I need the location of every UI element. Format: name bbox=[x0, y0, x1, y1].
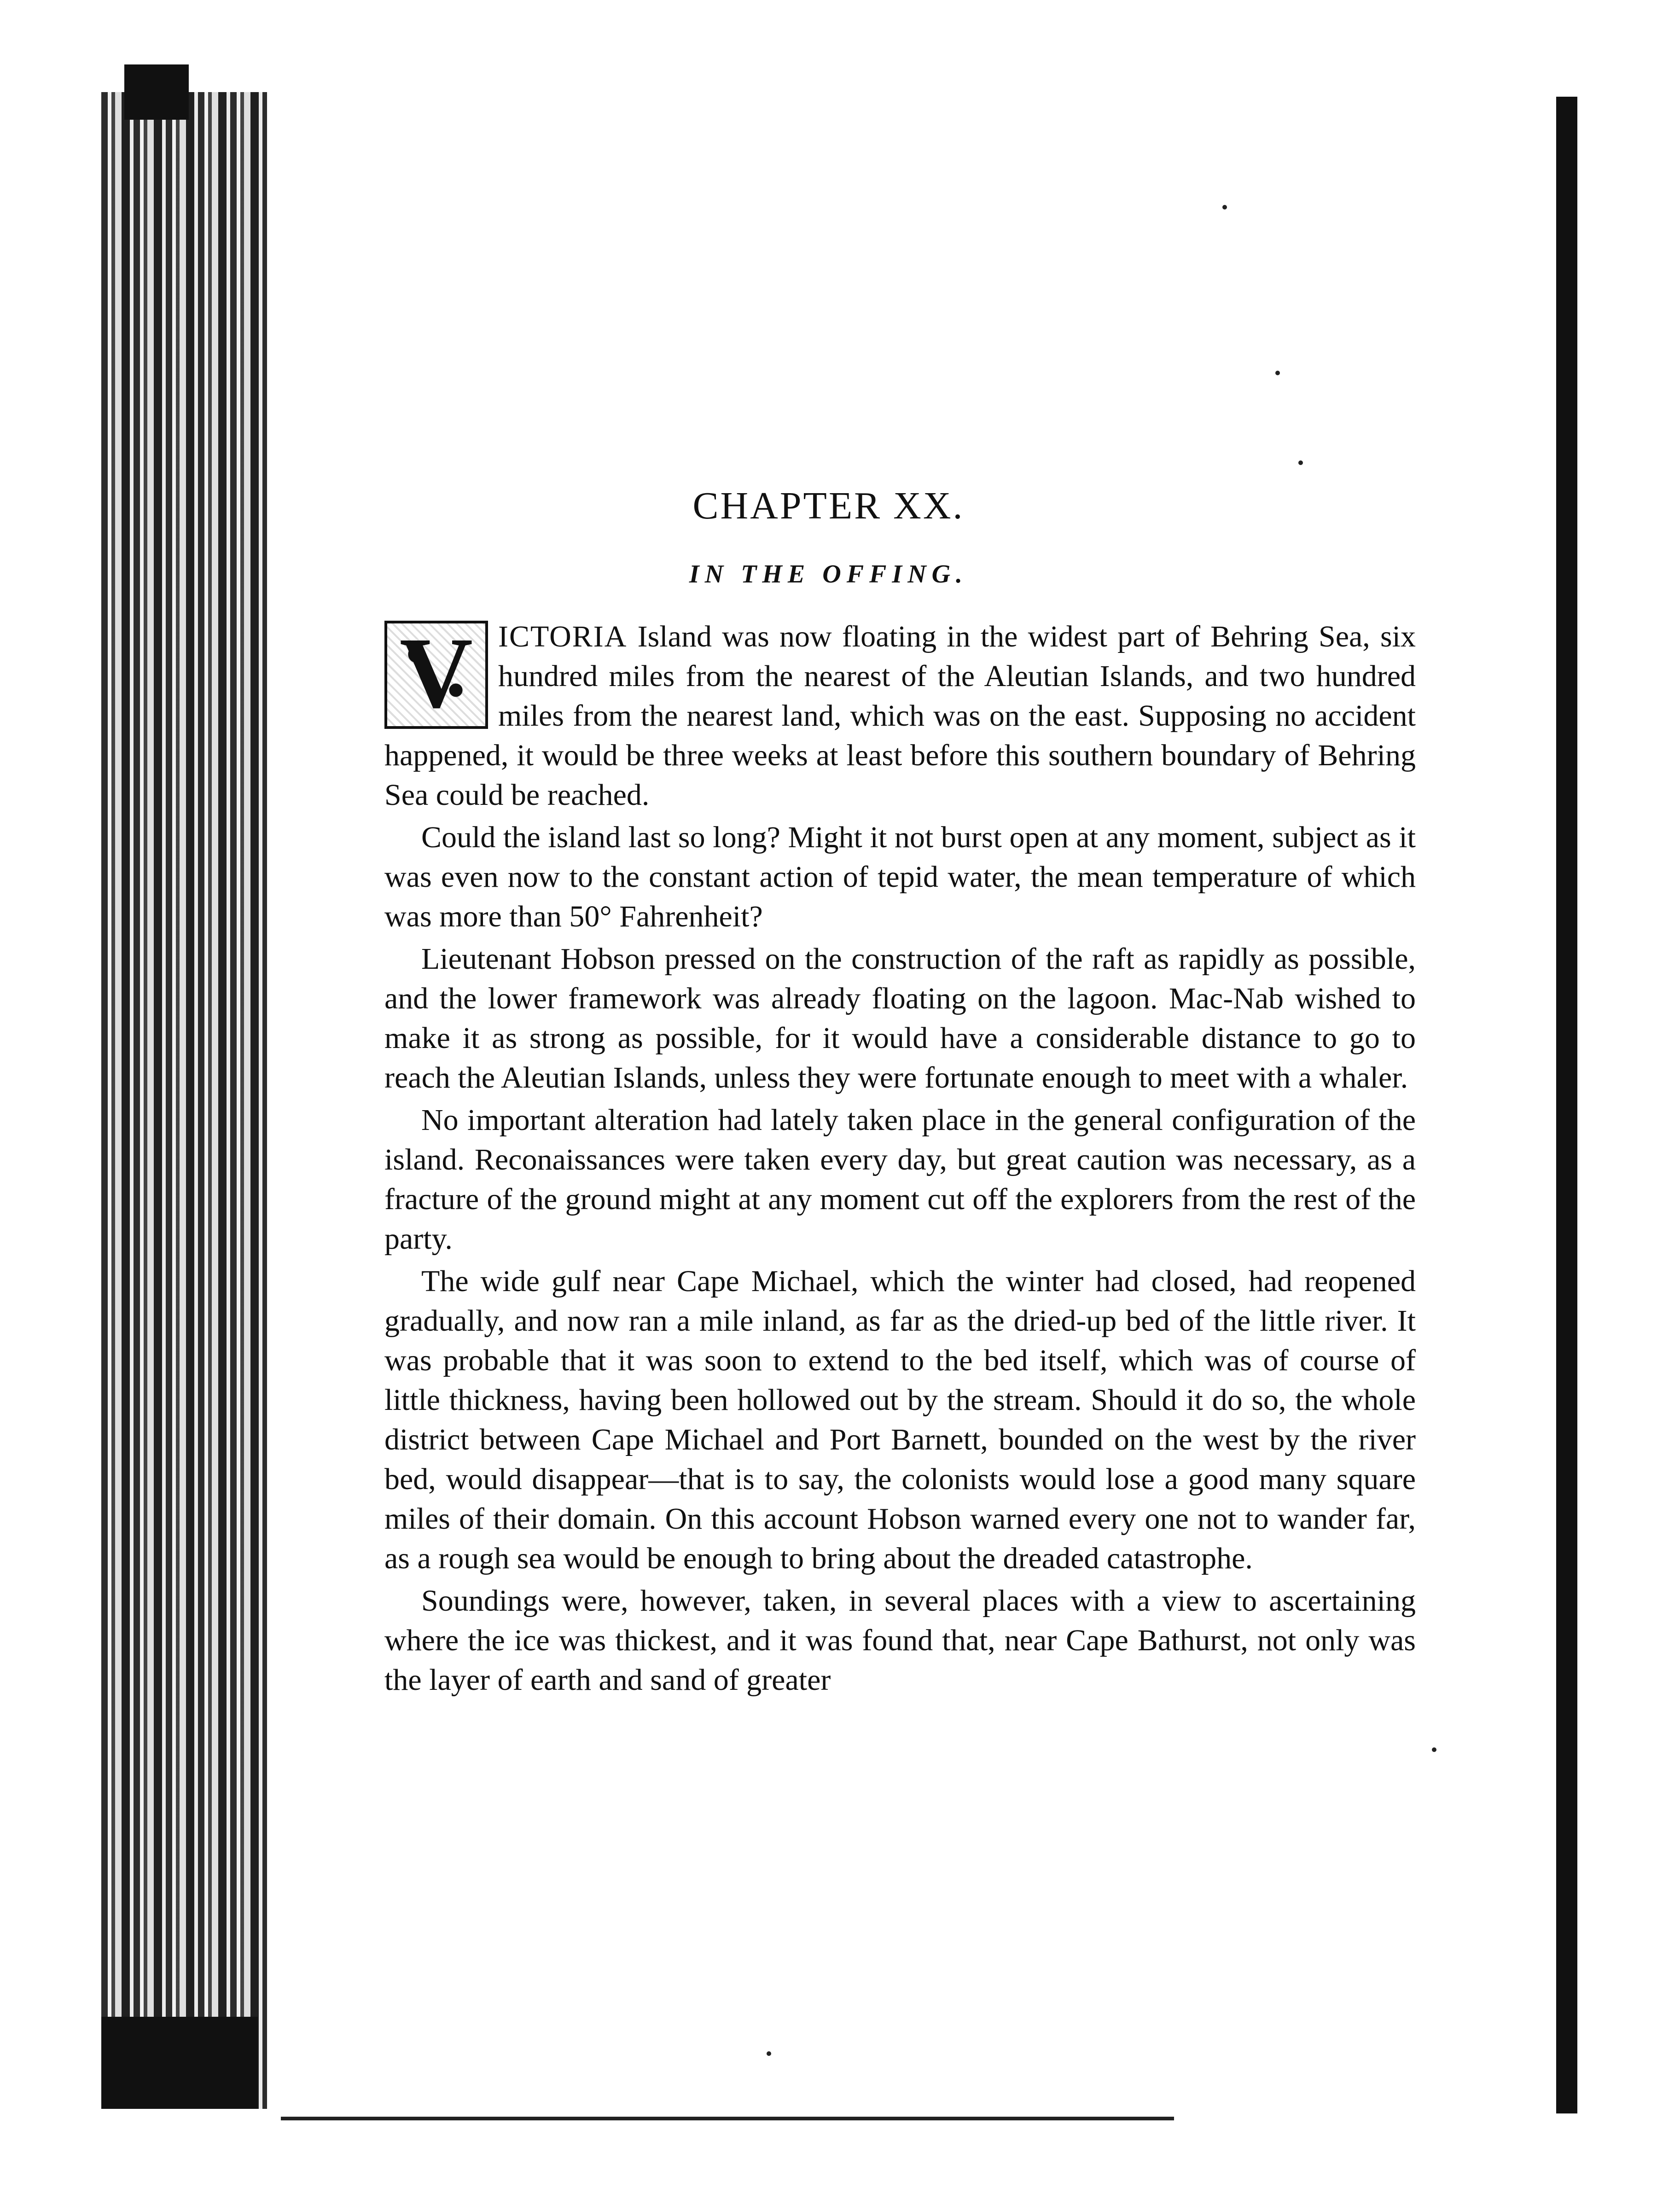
bottom-rule bbox=[281, 2117, 1174, 2120]
print-speck bbox=[1275, 371, 1280, 375]
print-speck bbox=[1222, 205, 1227, 210]
chapter-subtitle: IN THE OFFING. bbox=[689, 560, 968, 588]
paragraph: Could the island last so long? Might it not burst open at any moment, subject as it was even now to the constant action of tepid water, the mean temperature of which was more than 50° Fahrenheit? bbox=[384, 821, 1416, 933]
paragraph: The wide gulf near Cape Michael, which the winter had closed, had reopened gradually, and now ran a mile inland, as far as the dried-up bed of the little river. It was probable that it was soon to extend to the bed itself, which was of course of little thickness, having been hollowed out by the stream. Should it do so, the whole district between Cape Michael and Port Barnett, bounded on the west by the river bed, would disappear—that is to say, the colonists would lose a good many square miles of their domain. On this account Hobson warned every one not to wander far, as a rough sea would be enough to bring about the dreaded catastrophe. bbox=[384, 1264, 1416, 1575]
print-speck bbox=[767, 2051, 771, 2056]
drop-cap-letter: V bbox=[400, 617, 473, 729]
right-edge-bar bbox=[1556, 97, 1577, 2113]
print-speck bbox=[1298, 460, 1303, 465]
paragraph: Soundings were, however, taken, in several places with a view to ascertaining where the ice was thickest, and it was found that, near Cape Bathurst, not only was the layer of earth and sand of greater bbox=[384, 1584, 1416, 1697]
drop-cap-ornament bbox=[384, 617, 488, 729]
chapter-title: CHAPTER XX. bbox=[692, 484, 965, 527]
paragraph: No important alteration had lately taken place in the general configuration of the island. Reconaissances were taken every day, but great caution was necessary, as a fracture of the ground might at any moment cut off the explorers from the rest of the party. bbox=[384, 1103, 1416, 1256]
chapter-body bbox=[384, 617, 1416, 1703]
paragraph-lead: ICTORIA bbox=[498, 620, 628, 653]
paragraph bbox=[384, 617, 1416, 815]
paragraph: Lieutenant Hobson pressed on the construction of the raft as rapidly as possible, and the lower framework was already floating on the lagoon. Mac-Nab wished to make it as strong as possible, for it would have a considerable distance to go to reach the Aleutian Islands, unless they were fortunate enough to meet with a whaler. bbox=[384, 942, 1416, 1094]
page-binding-shadow bbox=[101, 92, 267, 2109]
print-speck bbox=[1432, 1747, 1436, 1752]
paragraph-text: Island was now floating in the widest part of Behring Sea, six hundred miles from the nearest of the Aleutian Islands, and two hundred miles from the nearest land, which was on the east. Supposing no accident happened, it would be three weeks at least before this southern boundary of Behring Sea could be reached. bbox=[384, 620, 1416, 812]
binding-bottom-mark bbox=[101, 2017, 258, 2109]
binding-top-mark bbox=[124, 64, 189, 120]
